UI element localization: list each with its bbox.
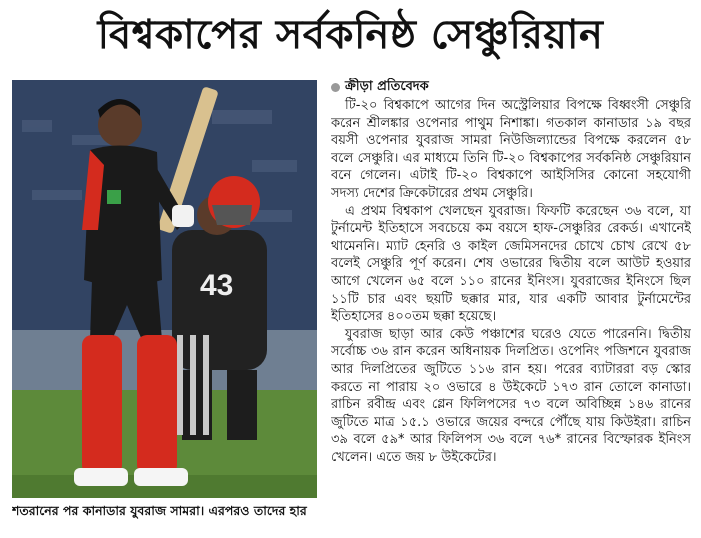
stumps	[177, 335, 209, 435]
player-photo	[12, 80, 317, 498]
jersey-number: 43	[200, 269, 234, 302]
byline	[331, 78, 691, 96]
paragraph-3: যুবরাজ ছাড়া আর কেউ পঞ্চাশের ঘরেও যেতে পারেননি। দ্বিতীয় সর্বোচ্চ ৩৬ রান করেন অধিনায়ক দিলপ্রিত। ওপেনিং পজিশনে যুবরাজ আর দিলপ্রিতের জুটিতে ১১৬ রান হয়। পরের ব্যাটাররা বড় স্কোর করতে না পারায় ২০ ওভারে ৪ উইকেটে ১৭৩ রান তোলে কানাডা। রাচিন রবীন্দ্র এবং গ্লেন ফিলিপসের ৭৩ বলে অবিচ্ছিন্ন ১৪৬ রানের জুটিতে মাত্র ১৫.১ ওভারে জয়ের বন্দরে পৌঁছে যায় কিউইরা। রাচিন ৩৯ বলে ৫৯* আর ফিলিপস ৩৬ বলে ৭৬* রানের বিস্ফোরক ইনিংস খেলেন। এতে জয় ৮ উইকেটের।	[331, 326, 691, 465]
player-illustration	[12, 80, 317, 498]
right-pad	[137, 335, 177, 475]
photo-caption: শতরানের পর কানাডার যুবরাজ সামরা। এরপরও তাদের হার	[12, 503, 307, 518]
bullet-icon	[331, 83, 340, 92]
paragraph-1: টি-২০ বিশ্বকাপে আগের দিন অস্ট্রেলিয়ার বিপক্ষে বিধ্বংসী সেঞ্চুরি করেন শ্রীলঙ্কার ওপেনার পাথুম নিশাঙ্কা। গতকাল কানাডার ১৯ বছর বয়সী ওপেনার যুবরাজ সামরা নিউজিল্যান্ডের বিপক্ষে করলেন ৫৮ বলে সেঞ্চুরি। এর মাধ্যমে তিনি টি-২০ বিশ্বকাপের সর্বকনিষ্ঠ সেঞ্চুরিয়ান বনে গেলেন। এটাই টি-২০ বিশ্বকাপে আইসিসির কোনো সহযোগী সদস্য দেশের ক্রিকেটারের প্রথম সেঞ্চুরি।	[331, 98, 691, 201]
byline-text: ক্রীড়া প্রতিবেদক	[345, 79, 429, 94]
left-pad	[82, 335, 122, 475]
headline: বিশ্বকাপের সর্বকনিষ্ঠ সেঞ্চুরিয়ান	[97, 11, 604, 58]
paragraph-2: এ প্রথম বিশ্বকাপ খেলছেন যুবরাজ। ফিফটি করেছেন ৩৬ বলে, যা টুর্নামেন্ট ইতিহাসে সবচেয়ে কম বয়সে হাফ-সেঞ্চুরির রেকর্ড। এখানেই থামেননি। ম্যাট হেনরি ও কাইল জেমিসনদের চোখে চোখ রেখে ৫৮ বলেই সেঞ্চুরি পূর্ণ করেন। শেষ ওভারের দ্বিতীয় বলে আউট হওয়ার আগে খেলেন ৬৫ বলে ১১০ রানের ইনিংস। যুবরাজের ইনিংসে ছিল ১১টি চার এবং ছয়টি ছক্কার মার, যার একটি আবার টুর্নামেন্টের ইতিহাসের ৪০০তম ছক্কা হয়েছে।	[331, 203, 691, 325]
article-body	[331, 78, 691, 530]
